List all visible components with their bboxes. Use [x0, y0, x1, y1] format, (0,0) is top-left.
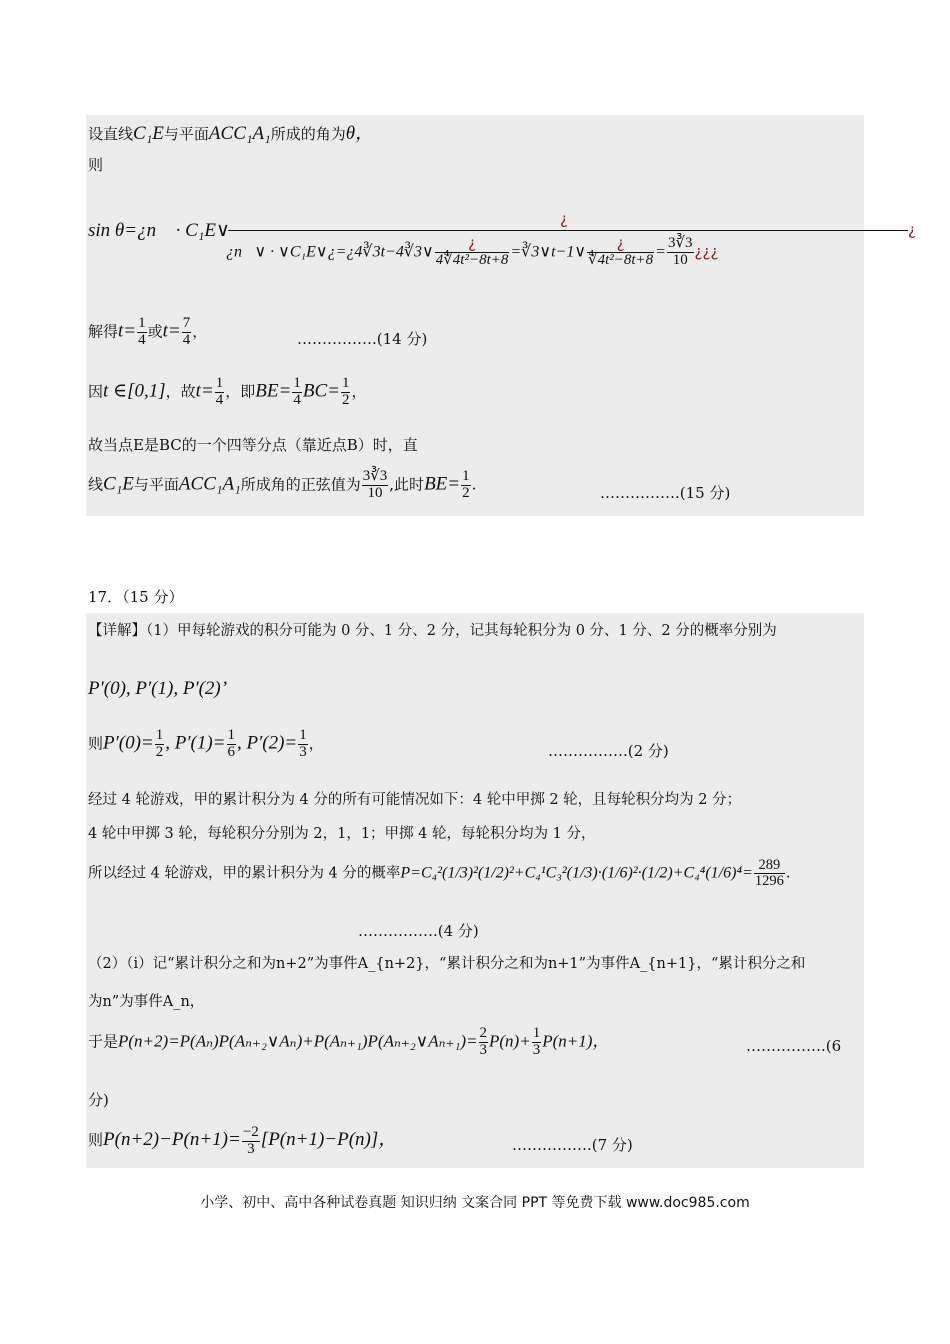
text: 解得 — [88, 322, 119, 341]
text-line — [88, 376, 366, 409]
denominator: 3 — [299, 743, 307, 760]
denominator: 3 — [532, 1041, 541, 1058]
math: BC= — [302, 380, 340, 402]
text: ， — [308, 734, 324, 753]
text-line — [88, 118, 374, 145]
math: P(n+1)， — [542, 1031, 610, 1051]
numerator: 1 — [341, 375, 350, 391]
fraction — [461, 469, 471, 502]
denominator: 4 — [293, 391, 301, 408]
numerator: 1 — [155, 727, 164, 743]
placeholder-mark: ¿ — [560, 210, 568, 228]
numerator: 1 — [227, 727, 236, 743]
text: 或 — [147, 322, 163, 341]
fraction — [242, 1125, 260, 1158]
math: P(n)+ — [489, 1031, 531, 1051]
math: P=C₄²(1/3)²(1/2)²+C₄¹C₃²(1/3)·(1/6)²·(1/2)+C₄⁴(1/6)⁴= — [400, 864, 753, 882]
numerator: ¿ — [587, 236, 654, 253]
text-line: 分) — [88, 1091, 109, 1109]
denominator: 2 — [462, 484, 470, 501]
text-line: 故当点E是BC的一个四等分点（靠近点B）时，直 — [88, 436, 418, 454]
denominator: 2 — [155, 743, 164, 760]
text-line: 则 — [88, 156, 104, 174]
fraction — [587, 236, 654, 269]
numerator: 1 — [215, 375, 224, 391]
numerator: 289 — [754, 858, 785, 874]
text: 则 — [88, 1131, 104, 1149]
numerator: 1 — [293, 375, 301, 391]
score-mark: …………….(15 分) — [600, 484, 731, 502]
denominator: ∜4t²−8t+8 — [588, 251, 654, 268]
text-line: （2）（i）记“累计积分之和为n+2”为事件A_{n+2}，“累计积分之和为n+1”为事件A_{n+1}，“累计积分之和 — [88, 956, 806, 972]
math: BE= — [424, 473, 461, 495]
denominator: 10 — [367, 484, 383, 501]
text: ， — [192, 322, 208, 341]
denominator: 2 — [341, 391, 350, 408]
math: [P(n+1)−P(n)]， — [260, 1129, 398, 1150]
fraction — [298, 728, 308, 761]
math: n⃗ · C₁E∨ — [146, 220, 230, 241]
text: 与平面 — [163, 125, 209, 143]
math: ACC₁A₁ — [208, 123, 271, 144]
placeholder-mark: ¿ — [908, 221, 916, 239]
text: ， — [351, 382, 367, 401]
math: θ， — [345, 123, 375, 144]
denominator: 3 — [247, 1140, 255, 1157]
math: BE= — [255, 380, 292, 402]
denominator: 3 — [479, 1041, 487, 1058]
numerator: 1 — [138, 315, 146, 331]
fraction — [137, 316, 147, 349]
math: P′(0)= — [103, 732, 154, 754]
numerator: 1 — [532, 1025, 541, 1041]
page-footer: 小学、初中、高中各种试卷真题 知识归纳 文案合同 PPT 等免费下载 www.doc985.com — [200, 1195, 750, 1211]
text-line — [88, 316, 207, 349]
math: = — [655, 243, 666, 261]
text: 设直线 — [88, 125, 134, 143]
placeholder-mark: ¿¿¿ — [694, 242, 719, 261]
fraction — [182, 316, 192, 349]
text: ，即 — [225, 382, 256, 401]
text: 所成的角为 — [270, 125, 346, 143]
math: sin θ=¿ — [88, 220, 147, 241]
math-sin-label — [88, 219, 230, 242]
fraction — [667, 236, 694, 269]
text-line: 4 轮中甲掷 3 轮，每轮积分分别为 2，1，1；甲掷 4 轮，每轮积分均为 1 分， — [88, 826, 596, 842]
math: P(n+2)−P(n+1)= — [103, 1129, 241, 1150]
text: 所以经过 4 轮游戏，甲的累计积分为 4 分的概率 — [88, 865, 401, 882]
math: ¿n⃗∨ · ∨C₁E∨¿=¿4∛3t−4∛3∨ — [226, 243, 434, 261]
numerator: ¿ — [435, 236, 510, 253]
denominator: 4∜4t²−8t+8 — [435, 251, 509, 268]
text-line — [88, 469, 476, 502]
question-heading: 17．（15 分） — [88, 588, 184, 606]
math: t= — [162, 320, 181, 342]
fraction — [362, 469, 389, 502]
score-mark: …………….(6 — [746, 1037, 842, 1055]
math: C₁E — [103, 473, 134, 495]
numerator: 3∛3 — [362, 468, 388, 484]
text-line — [88, 858, 790, 889]
math: =∛3∨t−1∨ — [510, 243, 587, 261]
denominator: 4 — [182, 331, 191, 348]
text-line — [88, 728, 324, 761]
text: ,此时 — [389, 475, 425, 494]
fraction — [532, 1026, 542, 1059]
numerator: 1 — [299, 727, 307, 743]
denominator: 4 — [138, 331, 146, 348]
denominator: 10 — [672, 251, 688, 268]
text: 因 — [88, 382, 104, 401]
fraction — [435, 236, 510, 269]
math-line: P′(0), P′(1), P′(2)’ — [88, 678, 228, 699]
fraction-bar — [228, 230, 908, 231]
fraction — [155, 728, 165, 761]
numerator: 2 — [479, 1025, 487, 1041]
text: 线 — [88, 475, 104, 494]
fraction — [215, 376, 225, 409]
text-line — [88, 1124, 397, 1157]
score-mark: …………….(4 分) — [358, 922, 479, 940]
denominator: 1296 — [754, 873, 784, 890]
math: t ∈[0,1] — [103, 380, 166, 402]
numerator: −2 — [242, 1123, 259, 1140]
fraction — [292, 376, 302, 409]
math: P(n+2)=P(Aₙ)P(Aₙ₊₂∨Aₙ)+P(Aₙ₊₁)P(Aₙ₊₂∨Aₙ₊₁)= — [118, 1031, 478, 1051]
text-line — [88, 1026, 609, 1059]
math: ACC₁A₁ — [178, 473, 241, 495]
text: . — [785, 865, 791, 882]
math: C₁E — [133, 123, 164, 144]
text: ，故 — [165, 382, 196, 401]
fraction — [479, 1026, 489, 1059]
score-mark: …………….(2 分) — [548, 742, 669, 760]
math: , P′(2)= — [237, 732, 298, 754]
text: 与平面 — [133, 475, 179, 494]
fraction — [227, 728, 237, 761]
text-line: 【详解】（1）甲每轮游戏的积分可能为 0 分、1 分、2 分，记其每轮积分为 0 分、1 分、2 分的概率分别为 — [88, 623, 777, 639]
numerator: 3∛3 — [667, 235, 693, 251]
score-mark: …………….(14 分) — [297, 330, 428, 348]
denominator: 4 — [215, 391, 224, 408]
math: , P′(1)= — [165, 732, 226, 754]
math-denominator — [226, 236, 718, 269]
score-mark: …………….(7 分) — [512, 1136, 633, 1154]
denominator: 6 — [227, 743, 236, 760]
math: t= — [118, 320, 137, 342]
text: 则 — [88, 734, 104, 753]
numerator: 7 — [182, 315, 191, 331]
math: t= — [195, 380, 214, 402]
fraction — [341, 376, 351, 409]
text: 所成角的正弦值为 — [240, 475, 361, 494]
text-line: 为n”为事件A_n， — [88, 994, 205, 1010]
text: . — [471, 475, 477, 494]
text: 于是 — [88, 1032, 119, 1051]
numerator: 1 — [462, 468, 470, 484]
text-line: 经过 4 轮游戏，甲的累计积分为 4 分的所有可能情况如下：4 轮中甲掷 2 轮，且每轮积分均为 2 分； — [88, 792, 742, 808]
fraction — [754, 858, 785, 889]
